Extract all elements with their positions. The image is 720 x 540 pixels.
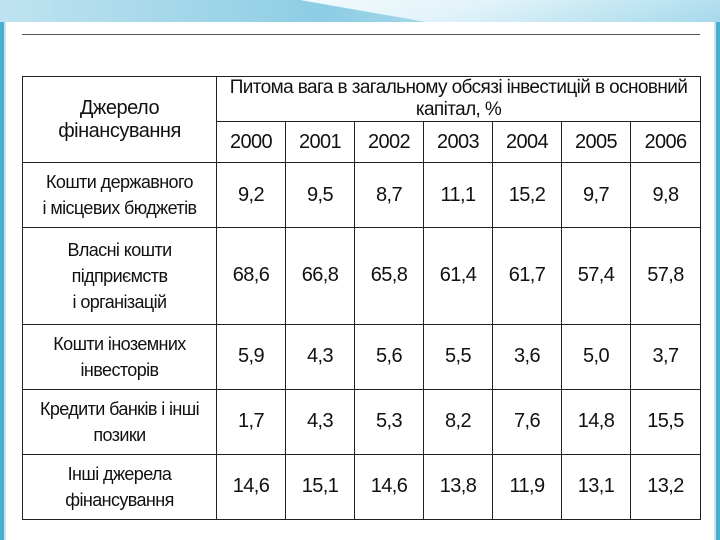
source-label-line: Власні кошти підприємств xyxy=(67,239,172,286)
value-cell: 3,7 xyxy=(631,324,701,389)
table-row xyxy=(23,324,701,389)
year-header: 2004 xyxy=(493,122,562,163)
value-cell: 15,1 xyxy=(286,454,355,519)
value-cell: 8,7 xyxy=(355,163,424,228)
table-row xyxy=(23,454,701,519)
value-cell: 11,9 xyxy=(493,454,562,519)
value-cell: 68,6 xyxy=(217,228,286,325)
year-header: 2006 xyxy=(631,122,701,163)
table-row xyxy=(23,163,701,228)
value-cell: 1,7 xyxy=(217,389,286,454)
value-cell: 14,8 xyxy=(562,389,631,454)
source-label xyxy=(23,163,217,228)
year-header: 2000 xyxy=(217,122,286,163)
source-label xyxy=(23,228,217,325)
value-cell: 57,8 xyxy=(631,228,701,325)
value-cell: 5,9 xyxy=(217,324,286,389)
year-header: 2005 xyxy=(562,122,631,163)
investment-sources-table xyxy=(22,76,701,520)
source-label-line: Інші джерела фінансування xyxy=(65,463,174,510)
slide-right-border-inner xyxy=(714,22,716,540)
source-label-line: і організацій xyxy=(72,291,167,312)
year-header: 2002 xyxy=(355,122,424,163)
table-row xyxy=(23,389,701,454)
source-label-line: Кошти іноземних xyxy=(53,333,186,354)
source-label xyxy=(23,454,217,519)
value-cell: 4,3 xyxy=(286,324,355,389)
source-label-line: інвесторів xyxy=(80,359,159,380)
source-label xyxy=(23,324,217,389)
header-group: Питома вага в загальному обсязі інвестицій в основний капітал, % xyxy=(217,77,701,122)
value-cell: 61,7 xyxy=(493,228,562,325)
year-header: 2003 xyxy=(424,122,493,163)
source-label-line: і місцевих бюджетів xyxy=(42,198,197,218)
source-label-line: Кошти державного xyxy=(46,172,193,192)
value-cell: 15,2 xyxy=(493,163,562,228)
value-cell: 5,5 xyxy=(424,324,493,389)
value-cell: 9,7 xyxy=(562,163,631,228)
value-cell: 13,2 xyxy=(631,454,701,519)
title-divider xyxy=(22,34,700,35)
slide-left-border-inner xyxy=(4,22,6,540)
slide-right-border xyxy=(716,22,720,540)
value-cell: 65,8 xyxy=(355,228,424,325)
value-cell: 4,3 xyxy=(286,389,355,454)
source-label xyxy=(23,389,217,454)
value-cell: 5,0 xyxy=(562,324,631,389)
value-cell: 14,6 xyxy=(217,454,286,519)
value-cell: 13,8 xyxy=(424,454,493,519)
value-cell: 9,8 xyxy=(631,163,701,228)
table-row xyxy=(23,228,701,325)
value-cell: 61,4 xyxy=(424,228,493,325)
value-cell: 8,2 xyxy=(424,389,493,454)
value-cell: 9,2 xyxy=(217,163,286,228)
source-label-line: Кредити банків і інші xyxy=(39,398,200,419)
value-cell: 13,1 xyxy=(562,454,631,519)
value-cell: 15,5 xyxy=(631,389,701,454)
header-source: Джерело фінансування xyxy=(23,77,217,163)
source-label-line: позики xyxy=(93,424,146,445)
value-cell: 11,1 xyxy=(424,163,493,228)
value-cell: 5,3 xyxy=(355,389,424,454)
value-cell: 57,4 xyxy=(562,228,631,325)
value-cell: 14,6 xyxy=(355,454,424,519)
value-cell: 3,6 xyxy=(493,324,562,389)
year-header: 2001 xyxy=(286,122,355,163)
value-cell: 66,8 xyxy=(286,228,355,325)
value-cell: 9,5 xyxy=(286,163,355,228)
value-cell: 5,6 xyxy=(355,324,424,389)
value-cell: 7,6 xyxy=(493,389,562,454)
